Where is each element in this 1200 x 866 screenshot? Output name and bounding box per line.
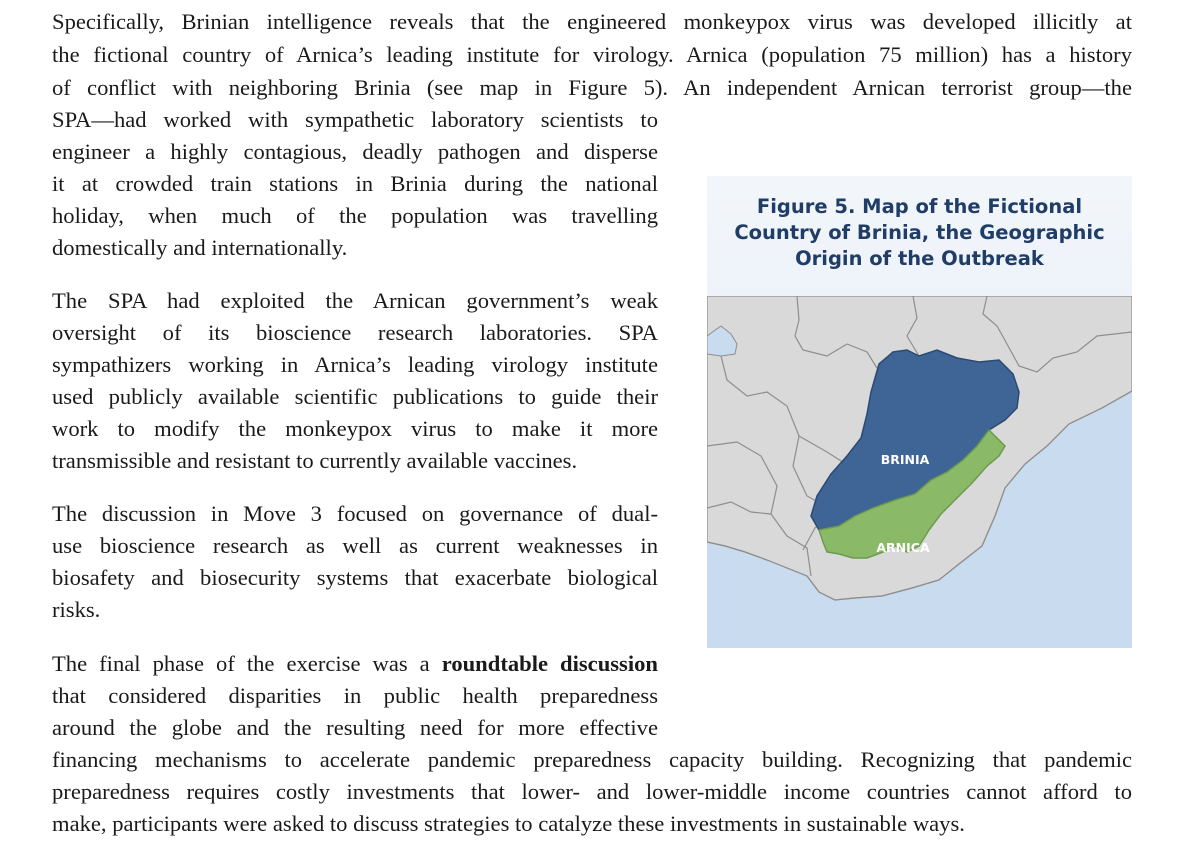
text-line: The discussion in Move 3 focused on governance of dual- bbox=[52, 501, 658, 526]
text-line: make, participants were asked to discuss strategies to catalyze these investments in sustainable ways. bbox=[52, 811, 965, 836]
text-line: Specifically, Brinian intelligence reveals that the engineered monkeypox virus was developed illicitly at bbox=[52, 9, 1132, 34]
figure-caption-line: Figure 5. Map of the Fictional bbox=[756, 195, 1083, 218]
text-line: SPA—had worked with sympathetic laboratory scientists to bbox=[52, 107, 658, 132]
text-line: work to modify the monkeypox virus to make it more bbox=[52, 416, 658, 441]
text-line: the fictional country of Arnica’s leading institute for virology. Arnica (population 75 million) has a history bbox=[52, 42, 1132, 67]
figure-caption-line: Country of Brinia, the Geographic bbox=[734, 221, 1105, 244]
text-line: oversight of its bioscience research laboratories. SPA bbox=[52, 320, 658, 345]
figure-5 bbox=[707, 176, 1132, 648]
text-line: holiday, when much of the population was travelling bbox=[52, 203, 658, 228]
bold-term: roundtable discussion bbox=[441, 651, 658, 676]
text-run: The final phase of the exercise was a bbox=[52, 651, 442, 676]
text-line: of conflict with neighboring Brinia (see map in Figure 5). An independent Arnican terrorist group—the bbox=[52, 75, 1132, 100]
text-line: biosafety and biosecurity systems that exacerbate biological bbox=[52, 565, 658, 590]
text-line: transmissible and resistant to currently available vaccines. bbox=[52, 448, 578, 473]
brinia-label: BRINIA bbox=[880, 452, 930, 467]
text-line: The SPA had exploited the Arnican government’s weak bbox=[52, 288, 658, 313]
text-line: use bioscience research as well as current weaknesses in bbox=[52, 533, 658, 558]
arnica-label: ARNICA bbox=[876, 540, 930, 555]
text-line: preparedness requires costly investments that lower- and lower-middle income countries cannot afford to bbox=[52, 779, 1132, 804]
text-line: that considered disparities in public health preparedness bbox=[52, 683, 658, 708]
text-line: it at crowded train stations in Brinia during the national bbox=[52, 171, 658, 196]
text-line: financing mechanisms to accelerate pandemic preparedness capacity building. Recognizing that pandemic bbox=[52, 747, 1132, 772]
text-line: sympathizers working in Arnica’s leading virology institute bbox=[52, 352, 658, 377]
figure-caption-line: Origin of the Outbreak bbox=[795, 247, 1044, 270]
text-line: around the globe and the resulting need for more effective bbox=[52, 715, 658, 740]
text-line bbox=[52, 648, 658, 680]
text-line: used publicly available scientific publications to guide their bbox=[52, 384, 658, 409]
text-line: engineer a highly contagious, deadly pathogen and disperse bbox=[52, 139, 658, 164]
text-line: risks. bbox=[52, 597, 101, 622]
text-line: domestically and internationally. bbox=[52, 235, 348, 260]
map-image bbox=[707, 296, 1132, 648]
figure-caption-box bbox=[707, 176, 1132, 296]
